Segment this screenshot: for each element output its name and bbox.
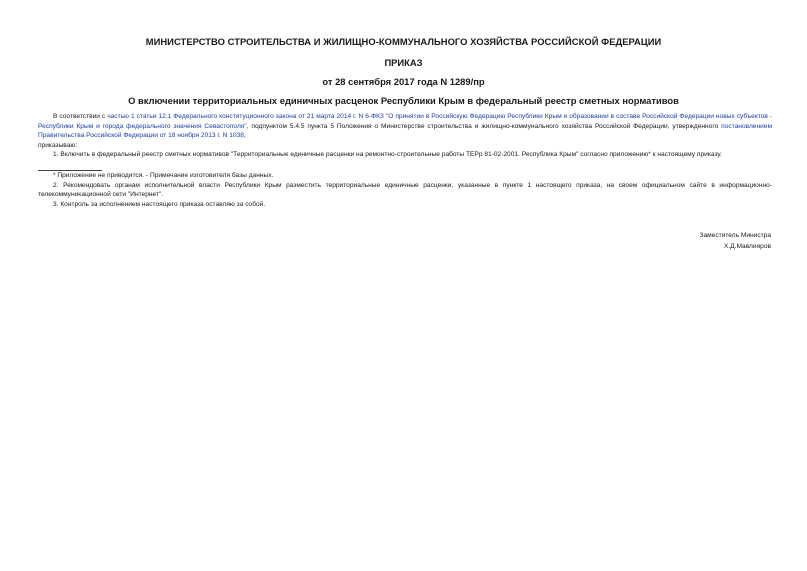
date-number-heading: от 28 сентября 2017 года N 1289/пр (322, 76, 485, 87)
item-1: 1. Включить в федеральный реестр сметных нормативов "Территориальные единичные расценки на ремонтно-строительные работы ТЕРр 81-02-2001. Республика Крым" согласно приложению* к настоящему приказу. (53, 151, 722, 159)
item-2: 2. Рекомендовать органам исполнительной власти Республики Крым разместить территориальные единичные расценки, указанные в пункте 1 настоящего приказа, на своем официальном сайте в информационно-телекоммуникационной сети "Интернет". (38, 181, 772, 199)
signature-block (699, 230, 771, 252)
preamble-mid: , подпунктом 5.4.5 пункта 5 Положения о Министерстве строительства и жилищно-коммунального хозяйства Российской Федерации, утвержденного (246, 122, 722, 130)
preamble-start: В соответствии с (53, 113, 108, 120)
item-3: 3. Контроль за исполнением настоящего приказа оставляю за собой. (53, 200, 266, 208)
preamble-end: , (243, 132, 246, 140)
document-title: О включении территориальных единичных расценок Республики Крым в федеральный реестр сметных нормативов (128, 95, 679, 106)
order-word: приказываю: (38, 141, 78, 149)
law-link[interactable]: частью 1 статьи 12.1 Федерального конституционного закона от 21 марта 2014 г. N 6-ФКЗ "О принятии в Российскую Федерацию Республики Крым и образовании в составе Российской Федерации новых субъектов - Республики Крым и города федерального значения Севастополя" (38, 113, 772, 130)
document-body (38, 112, 772, 209)
preamble-paragraph (38, 112, 772, 141)
ministry-heading: МИНИСТЕРСТВО СТРОИТЕЛЬСТВА И ЖИЛИЩНО-КОММУНАЛЬНОГО ХОЗЯЙСТВА РОССИЙСКОЙ ФЕДЕРАЦИИ (145, 36, 662, 47)
resolution-link[interactable]: постановлением Правительства Российской Федерации от 18 ноября 2013 г. N 1038 (38, 122, 773, 140)
footnote: * Приложение не приводится. - Примечание изготовителя базы данных. (53, 171, 274, 179)
signature-position: Заместитель Министра (699, 232, 771, 239)
signature-name: Х.Д.Мавлияров (723, 243, 771, 250)
doc-type-heading: ПРИКАЗ (384, 57, 423, 68)
footnote-gap (38, 160, 772, 170)
